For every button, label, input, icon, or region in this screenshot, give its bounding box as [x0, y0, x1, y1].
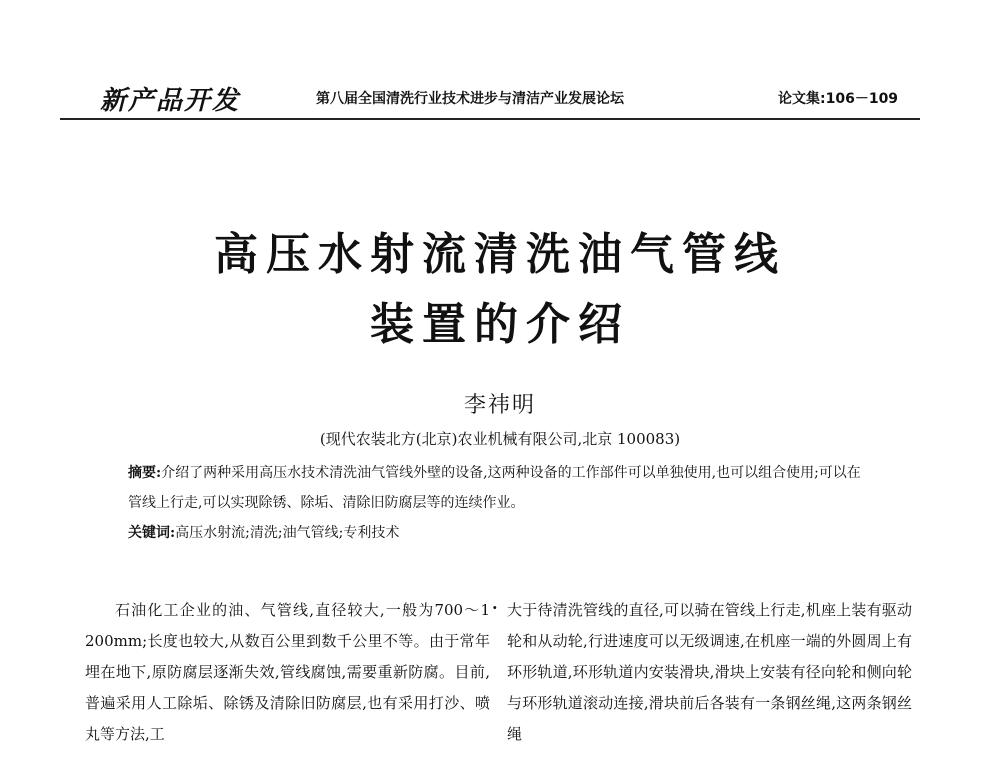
- keywords-label: 关键词:: [128, 525, 176, 541]
- body-column-right: [507, 595, 912, 750]
- abstract-text: 介绍了两种采用高压水技术清洗油气管线外壁的设备,这两种设备的工作部件可以单独使用,也可以组合使用;可以在管线上行走,可以实现除锈、除垢、清除旧防腐层等的连续作业。: [128, 465, 861, 511]
- keywords: [128, 518, 868, 548]
- section-tag: 新产品开发: [100, 86, 241, 116]
- body-column-left: [85, 595, 490, 750]
- header-rule: [60, 118, 920, 120]
- keywords-text: 高压水射流;清洗;油气管线;专利技术: [175, 525, 400, 541]
- page-header: [0, 0, 1000, 130]
- abstract-label: 摘要:: [128, 465, 162, 481]
- abstract-block: [128, 458, 868, 548]
- forum-title: 第八届全国清洗行业技术进步与清洁产业发展论坛: [316, 91, 624, 107]
- author-affiliation: (现代农装北方(北京)农业机械有限公司,北京 100083): [319, 430, 681, 448]
- body-paragraph: 大于待清洗管线的直径,可以骑在管线上行走,机座上装有驱动轮和从动轮,行进速度可以无级调速,在机座一端的外圆周上有环形轨道,环形轨道内安装滑块,滑块上安装有径向轮和侧向轮与环形轨道滚动连接,滑块前后各装有一条钢丝绳,这两条钢丝绳: [507, 601, 912, 743]
- abstract: [128, 458, 868, 518]
- proceedings-pages: 论文集:106－109: [778, 91, 899, 107]
- body-paragraph: 石油化工企业的油、气管线,直径较大,一般为700～1 200mm;长度也较大,从数百公里到数千公里不等。由于常年埋在地下,原防腐层逐渐失效,管线腐蚀,需要重新防腐。目前,普遍采用人工除垢、除锈及清除旧防腐层,也有采用打沙、喷丸等方法,工: [85, 601, 490, 743]
- paper-title-line2: 装置的介绍: [370, 299, 630, 350]
- paper-title-line1: 高压水射流清洗油气管线: [214, 229, 786, 280]
- author-name: 李祎明: [463, 393, 536, 418]
- column-bullet: ·: [492, 598, 498, 617]
